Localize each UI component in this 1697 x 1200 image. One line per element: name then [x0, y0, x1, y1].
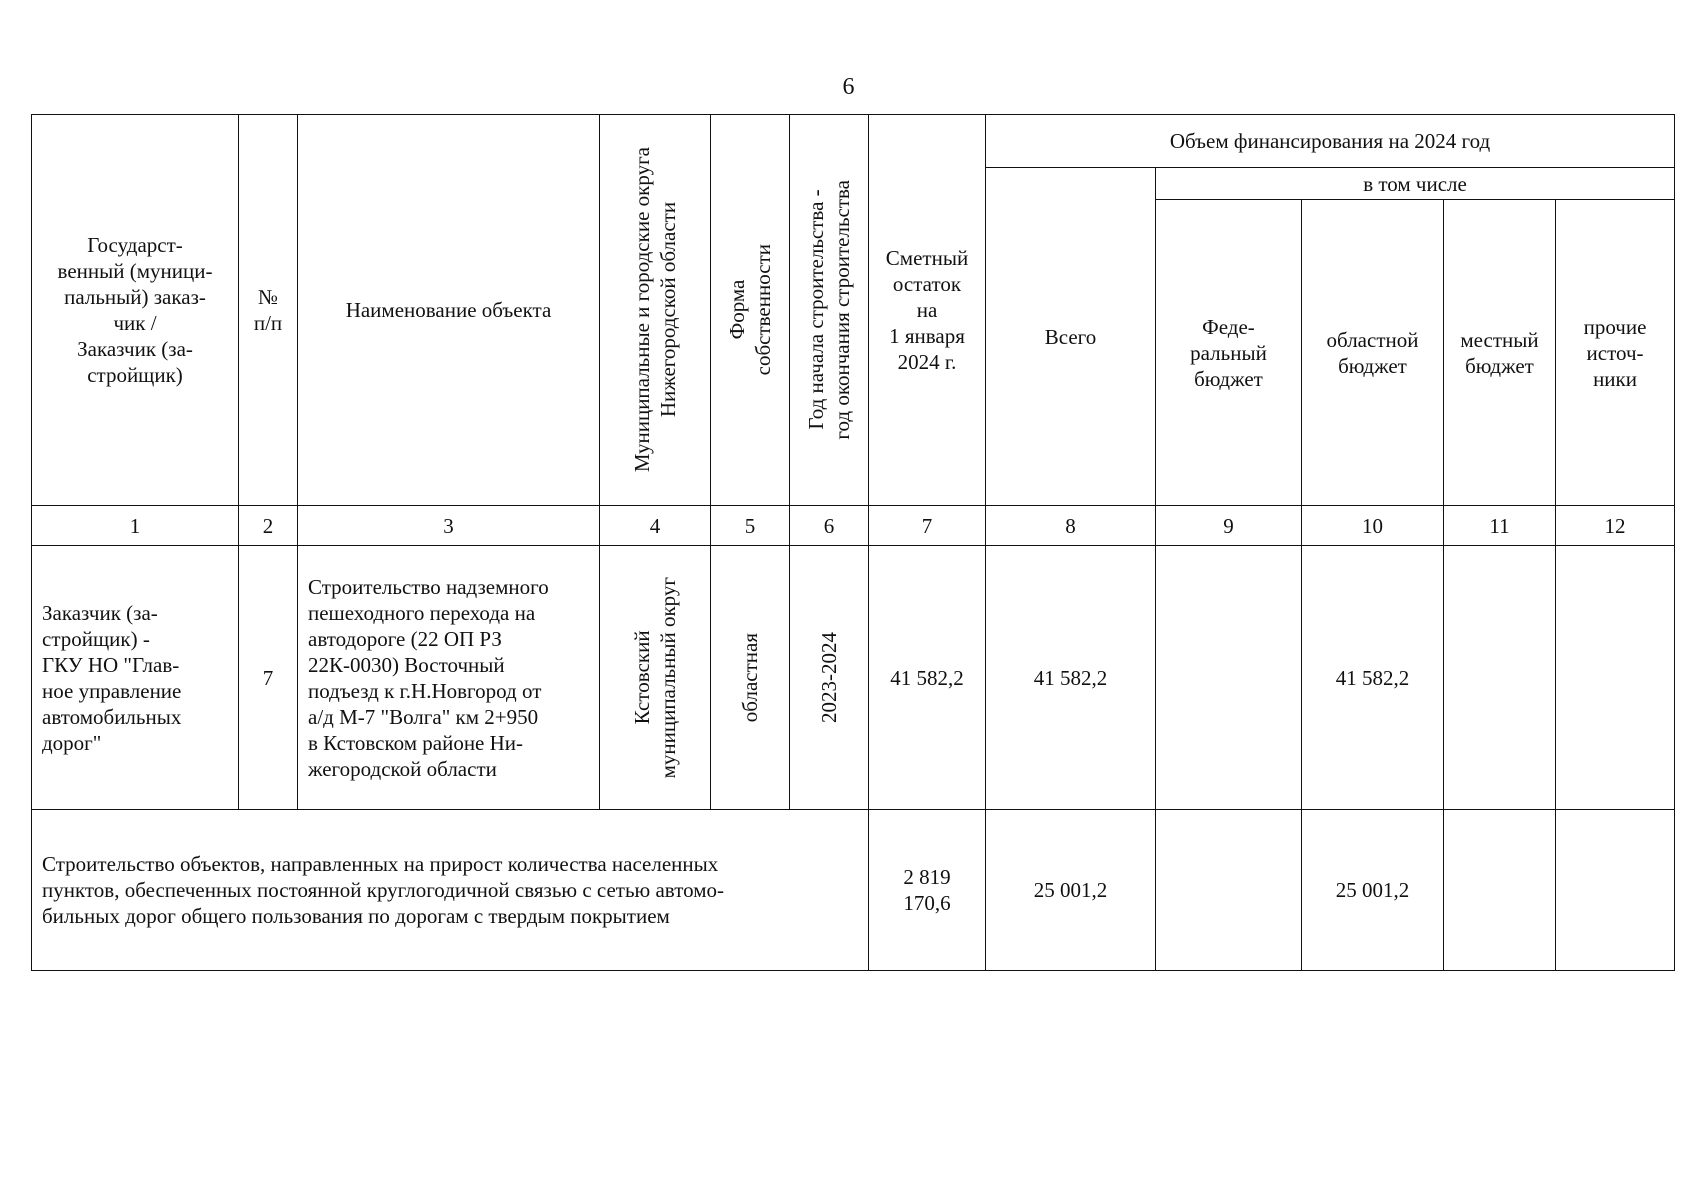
header-ownership-cell: [711, 115, 790, 506]
row-other: [1556, 546, 1675, 810]
row-ownership: областная: [738, 632, 762, 723]
row-district-cell: [600, 546, 711, 810]
row-estimate: 41 582,2: [869, 546, 986, 810]
row-district: Кстовский муниципальный округ: [630, 576, 680, 779]
summary-label: Строительство объектов, направленных на прирост количества населенных пунктов, обеспеченных постоянной круглогодичной связью с сетью автомо- бильных дорог общего пользования по дорогам с твердым покрытием: [32, 810, 869, 971]
row-years-cell: [790, 546, 869, 810]
financing-table: [31, 114, 1675, 971]
column-number: 9: [1156, 506, 1302, 546]
header-federal: Феде- ральный бюджет: [1156, 200, 1302, 506]
row-federal: [1156, 546, 1302, 810]
header-years: Год начала строительства - год окончания строительства: [804, 180, 854, 440]
column-number-row: [32, 506, 1675, 546]
header-customer: Государст- венный (муници- пальный) заказ- чик / Заказчик (за- стройщик): [32, 115, 239, 506]
header-row-1: [32, 115, 1675, 168]
summary-total: 25 001,2: [986, 810, 1156, 971]
header-years-cell: [790, 115, 869, 506]
row-local: [1444, 546, 1556, 810]
header-object-name: Наименование объекта: [298, 115, 600, 506]
row-ownership-cell: [711, 546, 790, 810]
summary-regional: 25 001,2: [1302, 810, 1444, 971]
header-local: местный бюджет: [1444, 200, 1556, 506]
column-number: 12: [1556, 506, 1675, 546]
header-districts: Муниципальные и городские округа Нижегородской области: [630, 147, 680, 473]
table-row: [32, 546, 1675, 810]
row-total: 41 582,2: [986, 546, 1156, 810]
summary-row: [32, 810, 1675, 971]
summary-estimate: 2 819 170,6: [869, 810, 986, 971]
summary-other: [1556, 810, 1675, 971]
header-total: Всего: [986, 168, 1156, 506]
column-number: 10: [1302, 506, 1444, 546]
header-other: прочие источ- ники: [1556, 200, 1675, 506]
column-number: 8: [986, 506, 1156, 546]
row-number: 7: [239, 546, 298, 810]
column-number: 2: [239, 506, 298, 546]
header-ownership: Форма собственности: [725, 244, 775, 376]
column-number: 1: [32, 506, 239, 546]
header-funding: Объем финансирования на 2024 год: [986, 115, 1675, 168]
header-estimate: Сметный остаток на 1 января 2024 г.: [869, 115, 986, 506]
header-regional: областной бюджет: [1302, 200, 1444, 506]
column-number: 11: [1444, 506, 1556, 546]
column-number: 6: [790, 506, 869, 546]
row-years: 2023-2024: [817, 632, 841, 723]
column-number: 3: [298, 506, 600, 546]
page-number: 6: [842, 74, 855, 100]
header-number: № п/п: [239, 115, 298, 506]
column-number: 5: [711, 506, 790, 546]
row-regional: 41 582,2: [1302, 546, 1444, 810]
summary-local: [1444, 810, 1556, 971]
row-object-name: Строительство надземного пешеходного перехода на автодороге (22 ОП РЗ 22К-0030) Восточный подъезд к г.Н.Новгород от а/д М-7 "Волга" км 2+950 в Кстовском районе Ни- жегородской области: [298, 546, 600, 810]
summary-federal: [1156, 810, 1302, 971]
row-customer: Заказчик (за- стройщик) - ГКУ НО "Глав- ное управление автомобильных дорог": [32, 546, 239, 810]
column-number: 4: [600, 506, 711, 546]
column-number: 7: [869, 506, 986, 546]
header-districts-cell: [600, 115, 711, 506]
header-including: в том числе: [1156, 168, 1675, 200]
